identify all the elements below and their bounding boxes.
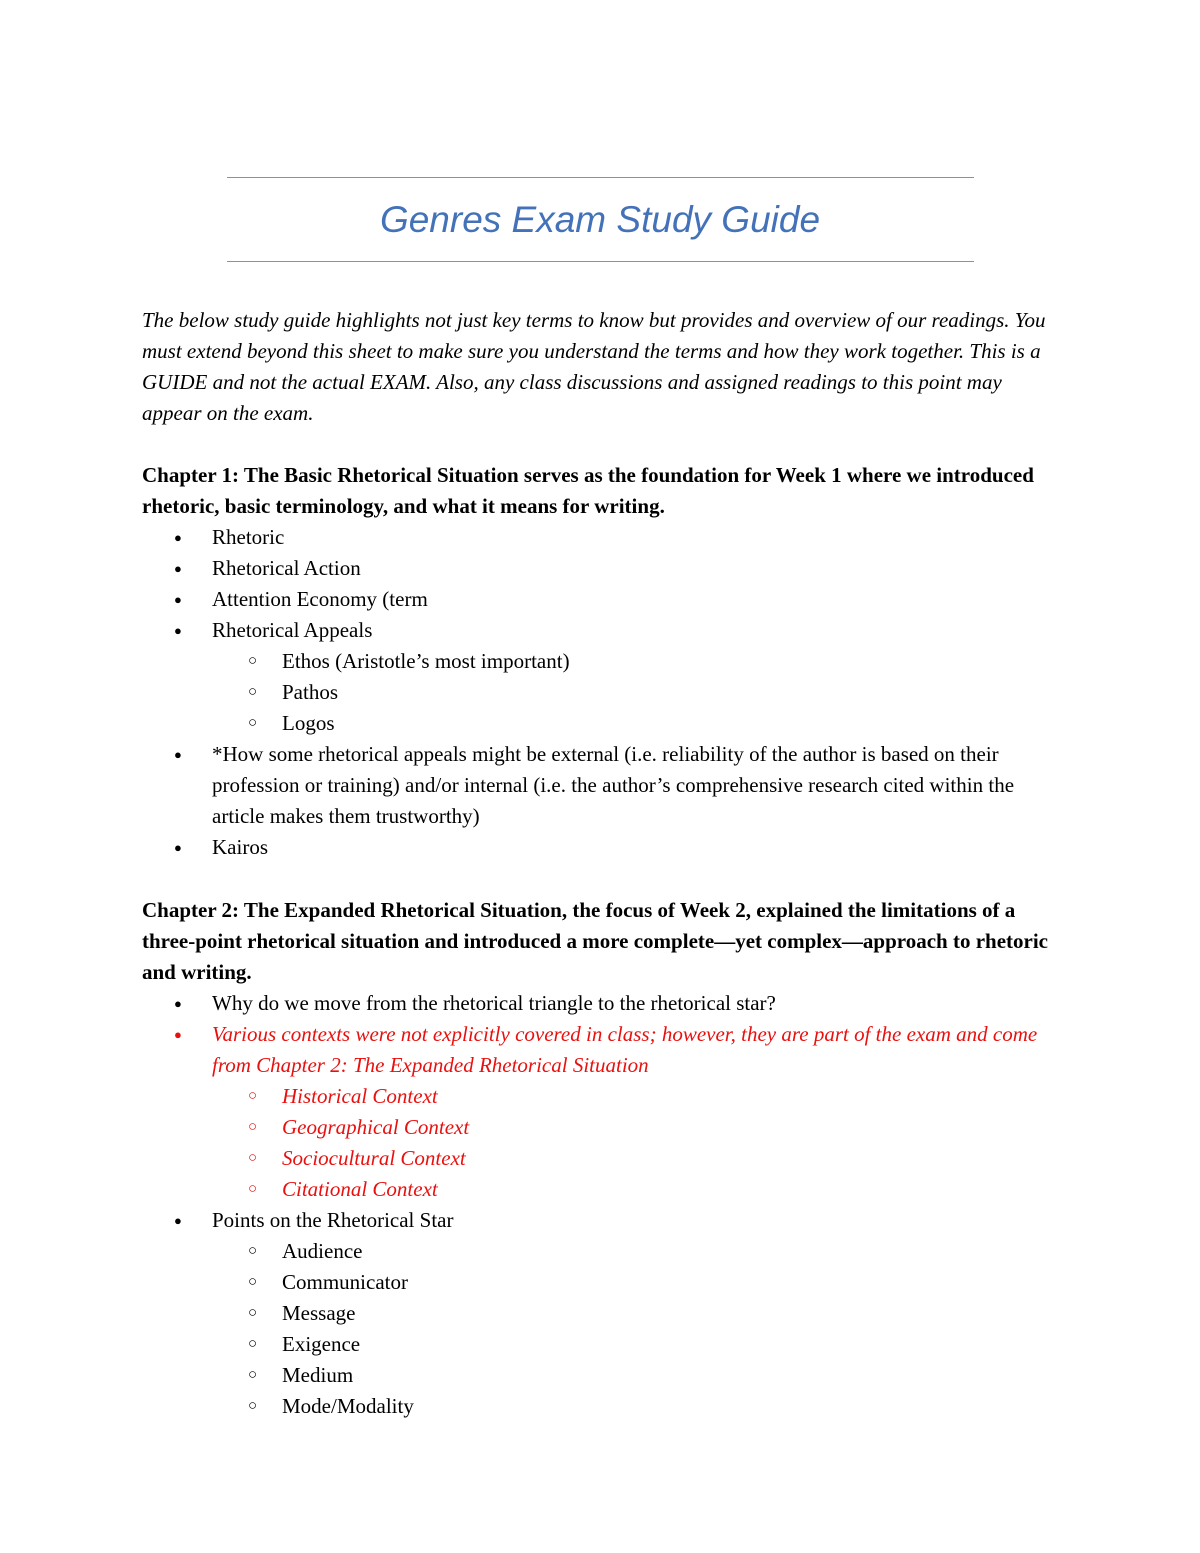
- bullet-icon: ●: [174, 530, 182, 545]
- hollow-bullet-icon: ○: [248, 684, 258, 700]
- sublist-item: ○ Geographical Context: [282, 1112, 1062, 1143]
- hollow-bullet-icon: ○: [248, 1119, 258, 1135]
- hollow-bullet-icon: ○: [248, 1181, 258, 1197]
- hollow-bullet-icon: ○: [248, 653, 258, 669]
- chapter-2-heading: Chapter 2: The Expanded Rhetorical Situation, the focus of Week 2, explained the limitations of a three-point rhetorical situation and introduced a more complete—yet complex—approach to rhetoric and writing.: [142, 898, 1048, 984]
- sublist-item: ○ Ethos (Aristotle’s most important): [282, 646, 1062, 677]
- sublist-item: ○ Citational Context: [282, 1174, 1062, 1205]
- chapter-2-list: [142, 988, 1062, 1422]
- bullet-icon: ●: [174, 1213, 182, 1228]
- hollow-bullet-icon: ○: [248, 1243, 258, 1259]
- sublist-item: ○ Mode/Modality: [282, 1391, 1062, 1422]
- sublist-item: ○ Medium: [282, 1360, 1062, 1391]
- sublist-item: ○ Communicator: [282, 1267, 1062, 1298]
- sublist-item: ○ Audience: [282, 1236, 1062, 1267]
- intro-paragraph: The below study guide highlights not just key terms to know but provides and overview of our readings. You must extend beyond this sheet to make sure you understand the terms and how they work together. This is a GUIDE and not the actual EXAM. Also, any class discussions and assigned readings to this point may appear on the exam.: [142, 308, 1046, 425]
- sublist-item: ○ Historical Context: [282, 1081, 1062, 1112]
- hollow-bullet-icon: ○: [248, 1274, 258, 1290]
- bullet-icon: ●: [174, 747, 182, 762]
- title-bottom-rule: [227, 261, 974, 262]
- bullet-icon: ●: [174, 592, 182, 607]
- chapter-1-list: [142, 522, 1062, 863]
- hollow-bullet-icon: ○: [248, 715, 258, 731]
- chapter-1-section: [142, 460, 1062, 863]
- hollow-bullet-icon: ○: [248, 1305, 258, 1321]
- hollow-bullet-icon: ○: [248, 1150, 258, 1166]
- bullet-icon: ●: [174, 623, 182, 638]
- sublist-item: ○ Logos: [282, 708, 1062, 739]
- bullet-icon: ●: [174, 1027, 182, 1042]
- page-title: Genres Exam Study Guide: [379, 199, 821, 240]
- hollow-bullet-icon: ○: [248, 1336, 258, 1352]
- chapter-2-section: [142, 895, 1062, 1422]
- contexts-sublist: [212, 1081, 1062, 1205]
- star-points-sublist: [212, 1236, 1062, 1422]
- hollow-bullet-icon: ○: [248, 1088, 258, 1104]
- title-top-rule: [227, 177, 974, 178]
- bullet-icon: ●: [174, 840, 182, 855]
- sublist-item: ○ Sociocultural Context: [282, 1143, 1062, 1174]
- chapter-1-heading: Chapter 1: The Basic Rhetorical Situation serves as the foundation for Week 1 where we introduced rhetoric, basic terminology, and what it means for writing.: [142, 463, 1034, 518]
- list-item: ● Rhetoric: [212, 522, 1062, 553]
- bullet-icon: ●: [174, 996, 182, 1011]
- hollow-bullet-icon: ○: [248, 1398, 258, 1414]
- list-item-highlighted: ● Various contexts were not explicitly covered in class; however, they are part of the exam and come from Chapter 2: The Expanded Rhetorical Situation ○ Historical Context ○ Geographical Context ○ Sociocultural Context ○ Citational Context: [212, 1019, 1062, 1205]
- bullet-icon: ●: [174, 561, 182, 576]
- list-item: ● Rhetorical Action: [212, 553, 1062, 584]
- list-item: ● Rhetorical Appeals ○ Ethos (Aristotle’s most important) ○ Pathos ○ Logos: [212, 615, 1062, 739]
- hollow-bullet-icon: ○: [248, 1367, 258, 1383]
- sublist-item: ○ Message: [282, 1298, 1062, 1329]
- list-item: ● Kairos: [212, 832, 1062, 863]
- sublist-item: ○ Pathos: [282, 677, 1062, 708]
- list-item: ● Attention Economy (term: [212, 584, 1062, 615]
- appeals-sublist: [212, 646, 1062, 739]
- list-item: ● Why do we move from the rhetorical triangle to the rhetorical star?: [212, 988, 1062, 1019]
- sublist-item: ○ Exigence: [282, 1329, 1062, 1360]
- list-item: ● *How some rhetorical appeals might be external (i.e. reliability of the author is based on their profession or training) and/or internal (i.e. the author’s comprehensive research cited within the article makes them trustworthy): [212, 739, 1062, 832]
- list-item: ● Points on the Rhetorical Star ○ Audience ○ Communicator ○ Message ○ Exigence ○ Medium ○ Mode/Modality: [212, 1205, 1062, 1422]
